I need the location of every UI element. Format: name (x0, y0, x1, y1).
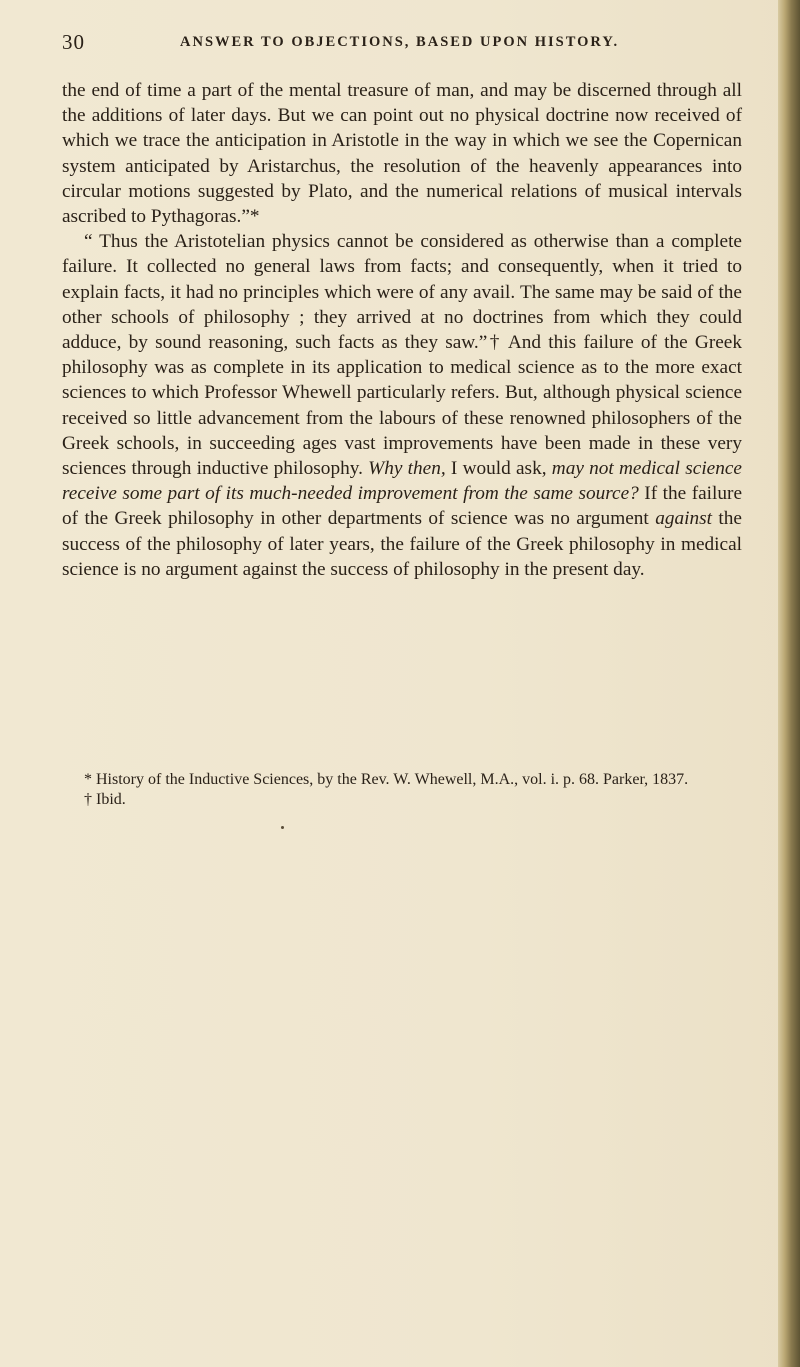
text-segment: “ Thus the Aristotelian physics cannot be considered as otherwise than a complete failure. It collected no general laws from facts; and consequently, when it tried to explain facts, it had no principles which were of any avail. The same may be said of the other schools of philosophy ; they arrived at no doctrines from which they could adduce, by sound reasoning, such facts as they saw.”† And this failure of the Greek philosophy was as complete in its application to medical science as to the more exact sciences to which Professor Whewell particularly refers. But, although physical science received so little advancement from the labours of these renowned philosophers of the Greek schools, in succeeding ages vast improvements have been made in these very sciences through inductive philosophy. (62, 231, 742, 480)
footnote-1: * History of the Inductive Sciences, by the Rev. W. Whewell, M.A., vol. i. p. 68. Parker, 1837. (84, 771, 689, 788)
text-segment: I would ask, (445, 458, 552, 480)
text-segment: the end of time a part of the mental treasure of man, and may be discerned through all the additions of later days. But we can point out no physical doctrine now received of which we trace the anticipation in Aristotle in the way in which we see the Copernican system anticipated by Aristarchus, the resolution of the heavenly appearances into circular motions suggested by Plato, and the numerical relations of musical intervals ascribed to Pythagoras.”* (62, 80, 742, 228)
text-segment: the success of the philosophy of later years, the failure of the Greek philosophy in medical science is no argument against the success of philosophy in the present day. (62, 508, 742, 580)
page-number: 30 (62, 30, 85, 54)
page-header (62, 30, 742, 58)
text-segment: If the failure of the Greek philosophy in other departments of science was no argument (62, 483, 743, 530)
running-head: ANSWER TO OBJECTIONS, BASED UPON HISTORY. (180, 34, 620, 50)
paragraph-continuation (62, 78, 742, 229)
footnote-2: † Ibid. (84, 791, 126, 808)
page-edge (778, 0, 800, 1367)
footnotes (62, 770, 742, 810)
italic-segment: may not medical science receive some part of its much-needed improvement from the same source? (62, 458, 742, 505)
italic-segment: against (655, 508, 712, 530)
body-text (62, 78, 742, 582)
paragraph-aristotelian-physics (62, 229, 742, 582)
italic-segment: Why then, (368, 458, 446, 480)
ink-speck (281, 826, 284, 829)
